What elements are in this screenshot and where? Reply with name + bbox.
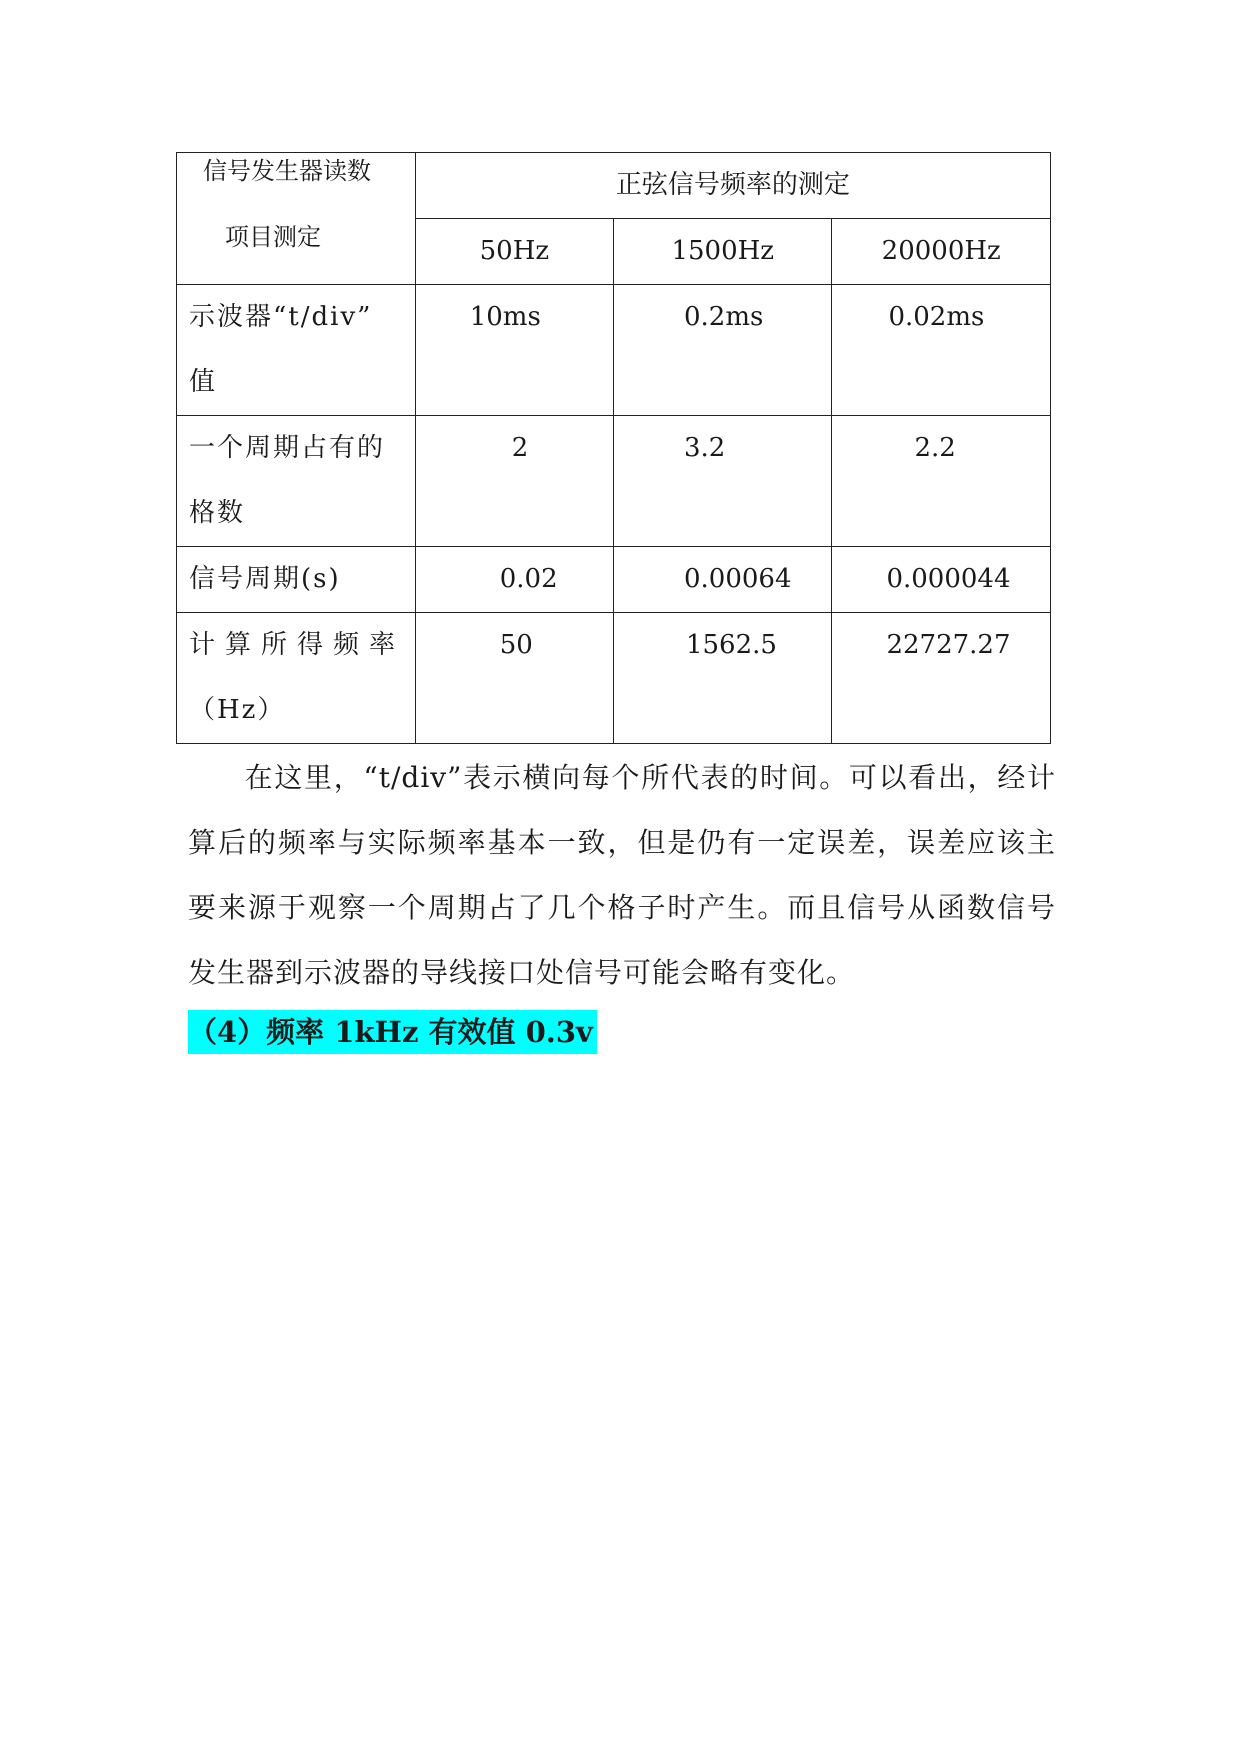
table-cell: 22727.27 bbox=[832, 613, 1051, 744]
row-label bbox=[177, 613, 416, 744]
row-label-line: 值 bbox=[189, 367, 218, 397]
table-cell: 0.00064 bbox=[613, 547, 831, 613]
frequency-header: 1500Hz bbox=[613, 219, 831, 285]
corner-top-label: 信号发生器读数 bbox=[203, 157, 371, 185]
row-label-line: 一个周期占有的 bbox=[189, 433, 386, 463]
table-cell: 0.000044 bbox=[832, 547, 1051, 613]
row-label bbox=[177, 547, 416, 613]
measurement-table bbox=[176, 152, 1051, 744]
table-main-header: 正弦信号频率的测定 bbox=[415, 153, 1050, 219]
body-paragraph bbox=[188, 745, 1056, 1005]
table-cell: 3.2 bbox=[613, 416, 831, 547]
table-row bbox=[177, 416, 1051, 547]
paragraph-text: 在这里，“t/div”表示横向每个所代表的时间。可以看出，经计算后的频率与实际频率基本一致，但是仍有一定误差，误差应该主要来源于观察一个周期占了几个格子时产生。而且信号从函数信号发生器到示波器的导线接口处信号可能会略有变化。 bbox=[188, 761, 1056, 989]
section-heading: （4）频率 1kHz 有效值 0.3v bbox=[188, 1010, 597, 1054]
row-label-line: 格数 bbox=[189, 498, 246, 528]
table-cell: 10ms bbox=[415, 285, 613, 416]
table-cell: 1562.5 bbox=[613, 613, 831, 744]
table-row bbox=[177, 285, 1051, 416]
row-label-line: 示波器“t/div” bbox=[189, 302, 373, 332]
row-label bbox=[177, 285, 416, 416]
corner-cell bbox=[177, 153, 416, 285]
table-cell: 0.02ms bbox=[832, 285, 1051, 416]
row-label-line: （Hz） bbox=[189, 695, 286, 725]
table-header-row bbox=[177, 153, 1051, 219]
table-cell: 2.2 bbox=[832, 416, 1051, 547]
table-cell: 0.02 bbox=[415, 547, 613, 613]
frequency-header: 50Hz bbox=[415, 219, 613, 285]
corner-bottom-label: 项目测定 bbox=[225, 223, 321, 251]
frequency-header: 20000Hz bbox=[832, 219, 1051, 285]
table-row bbox=[177, 613, 1051, 744]
row-label bbox=[177, 416, 416, 547]
row-label-line: 计算所得频率 bbox=[189, 630, 406, 660]
table-cell: 0.2ms bbox=[613, 285, 831, 416]
table-cell: 50 bbox=[415, 613, 613, 744]
table-cell: 2 bbox=[415, 416, 613, 547]
table-row bbox=[177, 547, 1051, 613]
row-label-line: 信号周期(s) bbox=[189, 564, 341, 594]
